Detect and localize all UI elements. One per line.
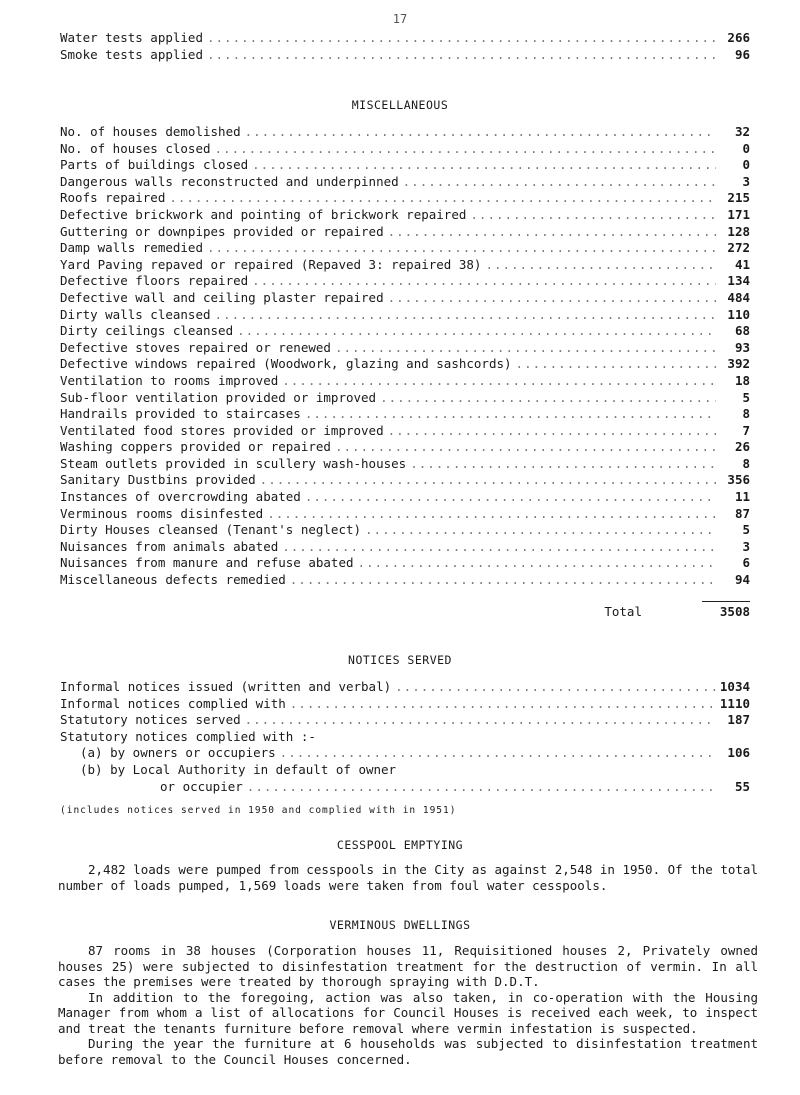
item-label: Defective wall and ceiling plaster repaired <box>60 289 384 305</box>
item-label: (b) by Local Authority in default of owner <box>80 761 397 777</box>
leader-dots <box>391 679 716 696</box>
item-value: 1110 <box>719 695 750 711</box>
total-value: 3508 <box>702 601 750 619</box>
item-value: 187 <box>727 712 750 728</box>
leader-dots <box>203 240 716 257</box>
page-number: 17 <box>392 12 408 26</box>
item-value: 134 <box>727 273 750 289</box>
verminous-p3: During the year the furniture at 6 households was subjected to disinfestation treatment before removal to the Council Houses concerned. <box>58 1036 758 1067</box>
leader-dots <box>384 290 716 307</box>
leader-dots <box>376 390 716 407</box>
item-label: Dirty walls cleansed <box>60 306 211 322</box>
leader-dots <box>241 124 716 141</box>
list-item <box>60 745 750 762</box>
leader-dots <box>233 323 716 340</box>
leader-dots <box>256 472 716 489</box>
total-label: Total <box>604 604 642 619</box>
item-value: 8 <box>742 406 750 422</box>
list-item <box>60 506 750 523</box>
item-label: Dirty Houses cleansed (Tenant's neglect) <box>60 522 362 538</box>
item-label: Smoke tests applied <box>60 46 203 62</box>
list-item <box>60 390 750 407</box>
item-label: Dangerous walls reconstructed and underpinned <box>60 173 399 189</box>
leader-dots <box>384 224 716 241</box>
item-label: Sanitary Dustbins provided <box>60 472 256 488</box>
item-label: Verminous rooms disinfested <box>60 505 264 521</box>
list-item <box>60 423 750 440</box>
leader-dots <box>361 522 716 539</box>
item-value: 356 <box>727 472 750 488</box>
notices-heading: NOTICES SERVED <box>348 653 452 667</box>
item-label: Nuisances from animals abated <box>60 538 279 554</box>
item-label: Statutory notices served <box>60 712 241 728</box>
item-value: 110 <box>727 306 750 322</box>
leader-dots <box>399 174 716 191</box>
item-label: Informal notices complied with <box>60 695 286 711</box>
leader-dots <box>241 712 716 729</box>
item-value: 128 <box>727 223 750 239</box>
verminous-p1: 87 rooms in 38 houses (Corporation houses 11, Requisitioned houses 2, Privately owned houses 25) were subjected to disinfestation treatment for the destruction of vermin. In all cases the premises were treated by thorough spraying with D.D.T. <box>58 943 758 989</box>
item-value: 7 <box>742 422 750 438</box>
cesspool-text: 2,482 loads were pumped from cesspools in the City as against 2,548 in 1950. Of the total number of loads pumped, 1,569 loads were taken from foul water cesspools. <box>58 862 758 893</box>
verminous-paragraphs <box>58 943 758 1067</box>
misc-heading: MISCELLANEOUS <box>351 98 449 112</box>
leader-dots <box>331 439 716 456</box>
item-value: 32 <box>734 124 750 139</box>
item-value: 87 <box>734 505 750 521</box>
list-item <box>60 224 750 241</box>
list-item <box>60 240 750 257</box>
item-label: Defective brickwork and pointing of brickwork repaired <box>60 206 467 222</box>
notices-footnote: (includes notices served in 1950 and complied with in 1951) <box>60 805 457 816</box>
list-item <box>60 273 750 290</box>
leader-dots <box>263 506 716 523</box>
item-value: 272 <box>727 240 750 256</box>
item-value: 1034 <box>719 679 750 694</box>
list-item <box>60 762 750 779</box>
item-label: Nuisances from manure and refuse abated <box>60 555 354 571</box>
leader-dots <box>286 572 716 589</box>
item-label: Roofs repaired <box>60 190 166 206</box>
item-value: 215 <box>727 190 750 206</box>
item-value: 5 <box>742 389 750 405</box>
item-value: 106 <box>727 745 750 761</box>
list-item <box>60 323 750 340</box>
list-item <box>60 340 750 357</box>
item-value: 8 <box>742 455 750 471</box>
item-label: Statutory notices complied with :- <box>60 728 316 744</box>
list-item <box>60 472 750 489</box>
item-label: (a) by owners or occupiers <box>80 745 276 761</box>
leader-dots <box>248 157 716 174</box>
leader-dots <box>301 406 716 423</box>
leader-dots <box>331 340 716 357</box>
list-item <box>60 439 750 456</box>
item-value: 96 <box>734 46 750 62</box>
item-value: 3 <box>742 173 750 189</box>
leader-dots <box>248 273 716 290</box>
leader-dots <box>354 555 717 572</box>
item-label: Parts of buildings closed <box>60 157 249 173</box>
item-value: 55 <box>734 778 750 794</box>
item-label: Ventilated food stores provided or improved <box>60 422 384 438</box>
item-label: No. of houses demolished <box>60 124 241 139</box>
list-item <box>60 522 750 539</box>
tests-section <box>60 30 750 63</box>
leader-dots <box>406 456 716 473</box>
leader-dots <box>211 141 716 158</box>
item-label: Damp walls remedied <box>60 240 203 256</box>
item-value: 0 <box>742 140 750 156</box>
cesspool-heading: CESSPOOL EMPTYING <box>336 838 464 852</box>
item-value: 6 <box>742 555 750 571</box>
leader-dots <box>211 307 716 324</box>
item-value: 18 <box>734 372 750 388</box>
item-value: 3 <box>742 538 750 554</box>
leader-dots <box>165 190 716 207</box>
leader-dots <box>286 696 716 713</box>
item-label: Steam outlets provided in scullery wash-houses <box>60 455 407 471</box>
list-item <box>60 489 750 506</box>
list-item <box>60 696 750 713</box>
leader-dots <box>243 779 716 796</box>
list-item <box>60 712 750 729</box>
notices-section <box>60 679 750 795</box>
list-item <box>60 290 750 307</box>
total-row <box>60 601 750 619</box>
item-value: 0 <box>742 157 750 173</box>
leader-dots <box>481 257 716 274</box>
list-item <box>60 257 750 274</box>
list-item <box>60 207 750 224</box>
item-value: 93 <box>734 339 750 355</box>
item-value: 266 <box>727 30 750 45</box>
list-item <box>60 141 750 158</box>
item-value: 11 <box>734 489 750 505</box>
item-label: Guttering or downpipes provided or repaired <box>60 223 384 239</box>
leader-dots <box>384 423 716 440</box>
item-label: Washing coppers provided or repaired <box>60 439 331 455</box>
item-value: 94 <box>734 572 750 588</box>
list-item <box>60 539 750 556</box>
list-item <box>60 174 750 191</box>
item-label: Handrails provided to staircases <box>60 406 301 422</box>
item-label: Defective floors repaired <box>60 273 249 289</box>
item-value: 68 <box>734 323 750 339</box>
item-label: Ventilation to rooms improved <box>60 372 279 388</box>
list-item <box>60 47 750 64</box>
leader-dots <box>278 373 716 390</box>
list-item <box>60 729 750 746</box>
list-item <box>60 30 750 47</box>
leader-dots <box>466 207 716 224</box>
item-label: Informal notices issued (written and verbal) <box>60 679 392 694</box>
verminous-heading: VERMINOUS DWELLINGS <box>329 918 471 932</box>
leader-dots <box>203 30 716 47</box>
list-item <box>60 679 750 696</box>
item-value: 26 <box>734 439 750 455</box>
leader-dots <box>301 489 716 506</box>
list-item <box>60 373 750 390</box>
item-label: Yard Paving repaved or repaired (Repaved 3: repaired 38) <box>60 256 482 272</box>
list-item <box>60 356 750 373</box>
list-item <box>60 779 750 796</box>
item-label: Water tests applied <box>60 30 203 45</box>
list-item <box>60 406 750 423</box>
leader-dots <box>512 356 716 373</box>
list-item <box>60 157 750 174</box>
item-label: Sub-floor ventilation provided or improved <box>60 389 377 405</box>
leader-dots <box>276 745 716 762</box>
misc-list <box>60 124 750 589</box>
item-label: No. of houses closed <box>60 140 211 156</box>
item-value: 484 <box>727 289 750 305</box>
item-value: 5 <box>742 522 750 538</box>
leader-dots <box>278 539 716 556</box>
item-label: Defective stoves repaired or renewed <box>60 339 331 355</box>
leader-dots <box>203 47 716 64</box>
item-value: 392 <box>727 356 750 372</box>
list-item <box>60 307 750 324</box>
list-item <box>60 456 750 473</box>
verminous-p2: In addition to the foregoing, action was also taken, in co-operation with the Housing Manager from whom a list of allocations for Council Houses is received each week, to inspect and treat the tenants furniture before removal where vermin infestation is suspected. <box>58 989 758 1036</box>
list-item <box>60 572 750 589</box>
item-value: 41 <box>734 256 750 272</box>
item-label: Defective windows repaired (Woodwork, glazing and sashcords) <box>60 356 512 372</box>
item-label: Instances of overcrowding abated <box>60 489 301 505</box>
item-label: Dirty ceilings cleansed <box>60 323 234 339</box>
cesspool-paragraph <box>58 862 758 893</box>
list-item <box>60 190 750 207</box>
list-item <box>60 555 750 572</box>
item-label: or occupier <box>160 778 243 794</box>
list-item <box>60 124 750 141</box>
item-label: Miscellaneous defects remedied <box>60 572 286 588</box>
item-value: 171 <box>727 206 750 222</box>
